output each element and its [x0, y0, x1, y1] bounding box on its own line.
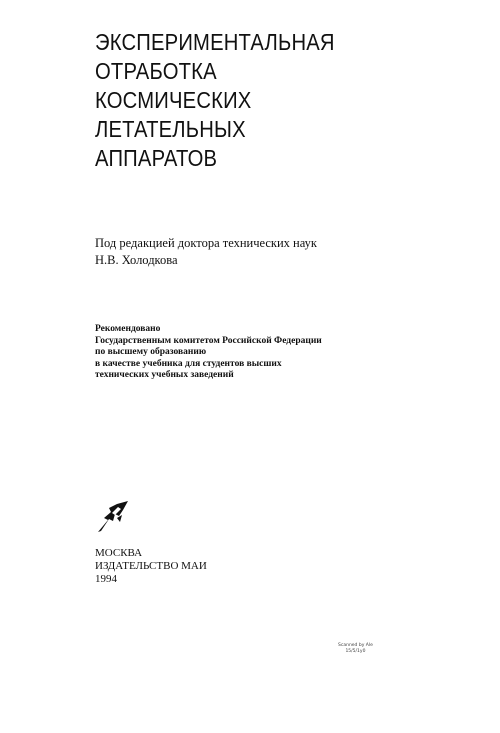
publication-year: 1994: [95, 573, 117, 585]
publisher-city: МОСКВА: [95, 547, 143, 559]
book-title: [95, 28, 429, 173]
book-title-line: КОСМИЧЕСКИХ: [95, 87, 252, 113]
publisher-name: ИЗДАТЕЛЬСТВО МАИ: [95, 560, 207, 572]
recommendation-line: Рекомендовано: [95, 324, 161, 334]
recommendation-line: в качестве учебника для студентов высших: [95, 358, 282, 369]
recommendation-line: по высшему образованию: [95, 347, 207, 358]
editor-name: Н.В. Холодкова: [95, 253, 178, 267]
book-title-line: ОТРАБОТКА: [95, 58, 217, 84]
publisher-imprint: [95, 547, 207, 586]
recommendation-line: Государственным комитетом Российской Федерации: [95, 335, 322, 346]
scan-watermark: [338, 643, 373, 655]
scan-watermark-line: Scanned by Ale: [338, 643, 373, 648]
editor-credit: [95, 235, 317, 269]
book-title-line: АППАРАТОВ: [95, 145, 218, 171]
editor-credit-line: Под редакцией доктора технических наук: [95, 236, 317, 250]
publisher-logo-icon: [95, 500, 131, 534]
scan-watermark-line: 15/5/1y0: [345, 649, 366, 654]
book-title-line: ЭКСПЕРИМЕНТАЛЬНАЯ: [95, 29, 335, 55]
recommendation-note: [95, 324, 322, 382]
recommendation-line: технических учебных заведений: [95, 370, 234, 381]
book-title-line: ЛЕТАТЕЛЬНЫХ: [95, 116, 246, 142]
